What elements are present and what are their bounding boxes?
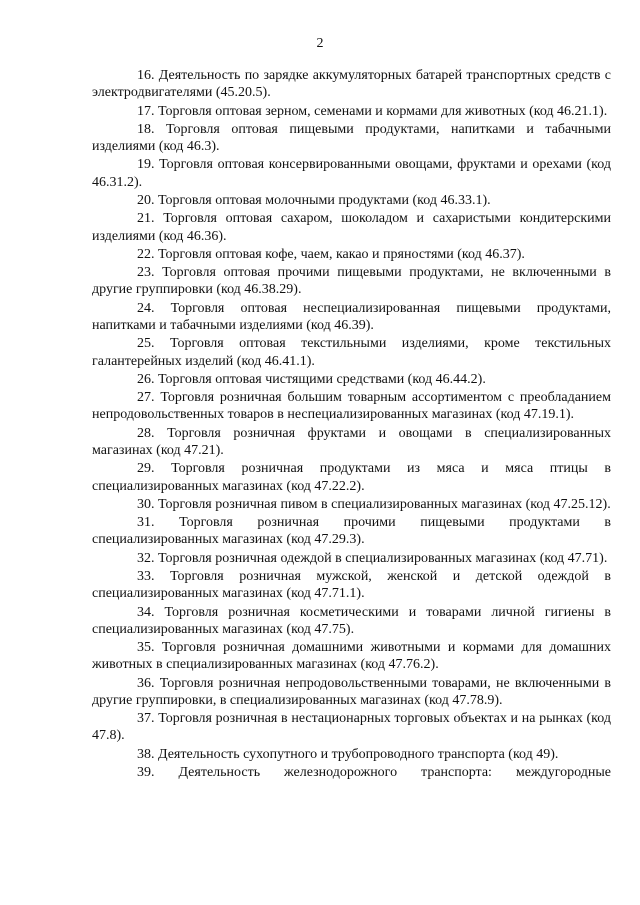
list-item: 28. Торговля розничная фруктами и овощами в специализированных магазинах (код 47.21). [92, 425, 611, 458]
list-item: 31. Торговля розничная прочими пищевыми продуктами в специализированных магазинах (код 47.29.3). [92, 515, 611, 548]
list-item: 27. Торговля розничная большим товарным ассортиментом с преобладанием непродовольственных товаров в неспециализированных магазинах (код 47.19.1). [92, 390, 611, 423]
list-item: 30. Торговля розничная пивом в специализированных магазинах (код 47.25.12). [137, 496, 611, 512]
list-item: 33. Торговля розничная мужской, женской и детской одеждой в специализированных магазинах (код 47.71.1). [92, 569, 611, 602]
list-item: 32. Торговля розничная одеждой в специализированных магазинах (код 47.71). [137, 550, 608, 566]
list-item: 23. Торговля оптовая прочими пищевыми продуктами, не включенными в другие группировки (код 46.38.29). [92, 265, 611, 298]
page-number: 2 [316, 36, 324, 51]
list-item: 29. Торговля розничная продуктами из мяса и мяса птицы в специализированных магазинах (код 47.22.2). [92, 461, 611, 494]
list-item: 24. Торговля оптовая неспециализированная пищевыми продуктами, напитками и табачными изделиями (код 46.39). [92, 300, 611, 333]
list-item: 26. Торговля оптовая чистящими средствами (код 46.44.2). [137, 371, 486, 387]
list-item: 21. Торговля оптовая сахаром, шоколадом и сахаристыми кондитерскими изделиями (код 46.36). [92, 211, 611, 244]
list-item: 38. Деятельность сухопутного и трубопроводного транспорта (код 49). [137, 746, 559, 762]
list-item: 19. Торговля оптовая консервированными овощами, фруктами и орехами (код 46.31.2). [92, 157, 611, 190]
list-item: 20. Торговля оптовая молочными продуктами (код 46.33.1). [137, 192, 491, 208]
list-item: 22. Торговля оптовая кофе, чаем, какао и пряностями (код 46.37). [137, 246, 525, 262]
list-item: 18. Торговля оптовая пищевыми продуктами, напитками и табачными изделиями (код 46.3). [92, 121, 611, 155]
list-item: 39. Деятельность железнодорожного транспорта: междугородные [137, 765, 611, 781]
list-item: 17. Торговля оптовая зерном, семенами и кормами для животных (код 46.21.1). [137, 103, 608, 119]
activity-list [92, 67, 611, 783]
list-item: 37. Торговля розничная в нестационарных торговых объектах и на рынках (код 47.8). [92, 711, 611, 744]
list-item: 16. Деятельность по зарядке аккумуляторных батарей транспортных средств с электродвигателями (45.20.5). [92, 68, 611, 101]
list-item: 36. Торговля розничная непродовольственными товарами, не включенными в другие группировки, в специализированных магазинах (код 47.78.9). [92, 675, 611, 708]
list-item: 25. Торговля оптовая текстильными изделиями, кроме текстильных галантерейных изделий (код 46.41.1). [92, 336, 611, 369]
list-item: 34. Торговля розничная косметическими и товарами личной гигиены в специализированных магазинах (код 47.75). [92, 604, 611, 637]
list-item: 35. Торговля розничная домашними животными и кормами для домашних животных в специализированных магазинах (код 47.76.2). [92, 640, 611, 673]
